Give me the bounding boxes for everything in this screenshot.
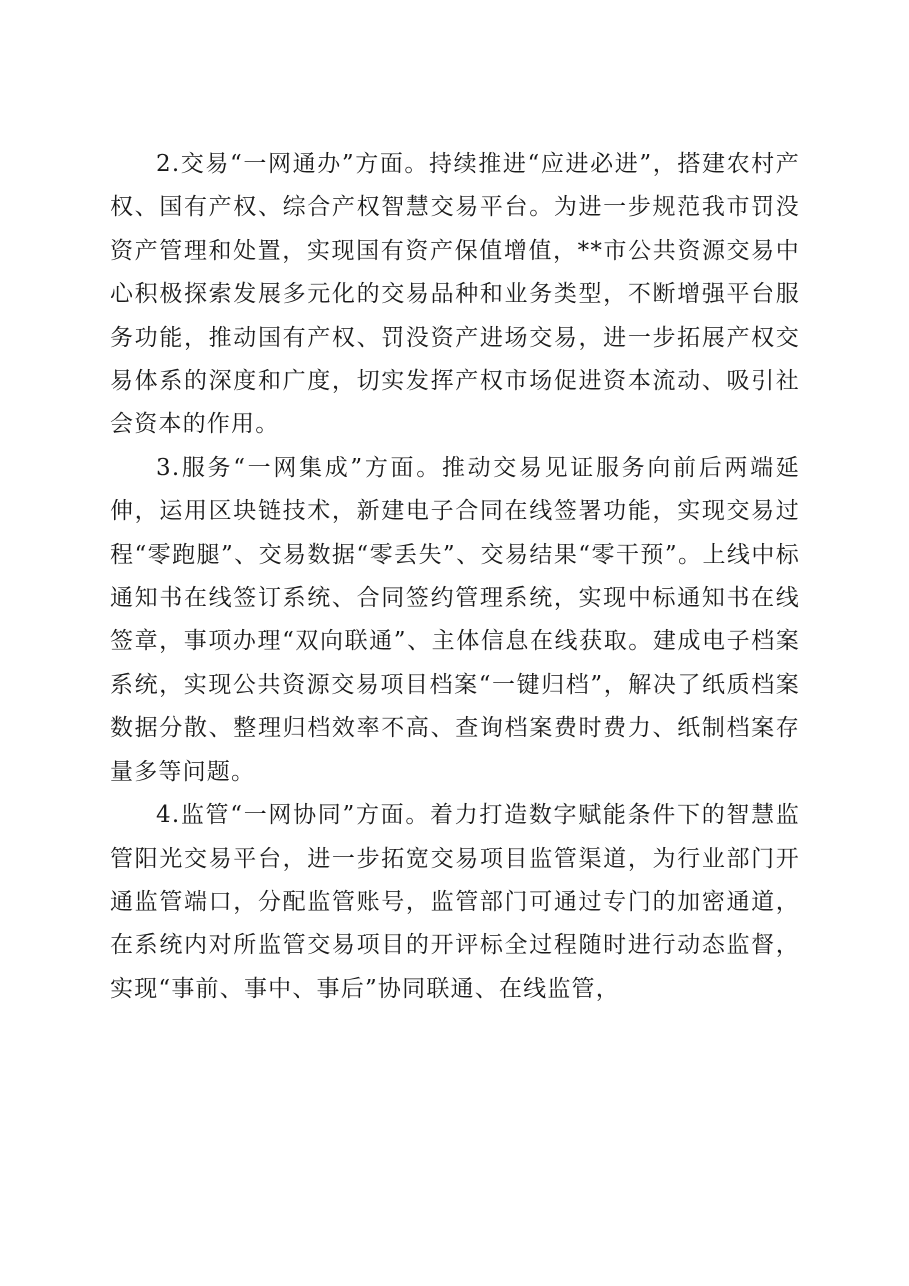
paragraph-2-digital-trading: 2.交易“一网通办”方面。持续推进“应进必进”，搭建农村产权、国有产权、综合产权智慧交易平台。为进一步规范我市罚没资产管理和处置，实现国有资产保值增值，**市公共资源交易中心积极探索发展多元化的交易品种和业务类型，不断增强平台服务功能，推动国有产权、罚没资产进场交易，进一步拓展产权交易体系的深度和广度，切实发挥产权市场促进资本流动、吸引社会资本的作用。 [110, 151, 800, 438]
paragraph-3-service-integration: 3.服务“一网集成”方面。推动交易见证服务向前后两端延伸，运用区块链技术，新建电子合同在线签署功能，实现交易过程“零跑腿”、交易数据“零丢失”、交易结果“零干预”。上线中标通知书在线签订系统、合同签约管理系统，实现中标通知书在线签章，事项办理“双向联通”、主体信息在线获取。建成电子档案系统，实现公共资源交易项目档案“一键归档”，解决了纸质档案数据分散、整理归档效率不高、查询档案费时费力、纸制档案存量多等问题。 [110, 454, 800, 785]
document-body [110, 143, 800, 1011]
paragraph-4-supervision-coordination: 4.监管“一网协同”方面。着力打造数字赋能条件下的智慧监管阳光交易平台，进一步拓宽交易项目监管渠道，为行业部门开通监管端口，分配监管账号，监管部门可通过专门的加密通道，在系统内对所监管交易项目的开评标全过程随时进行动态监督，实现“事前、事中、事后”协同联通、在线监管， [110, 802, 800, 1002]
